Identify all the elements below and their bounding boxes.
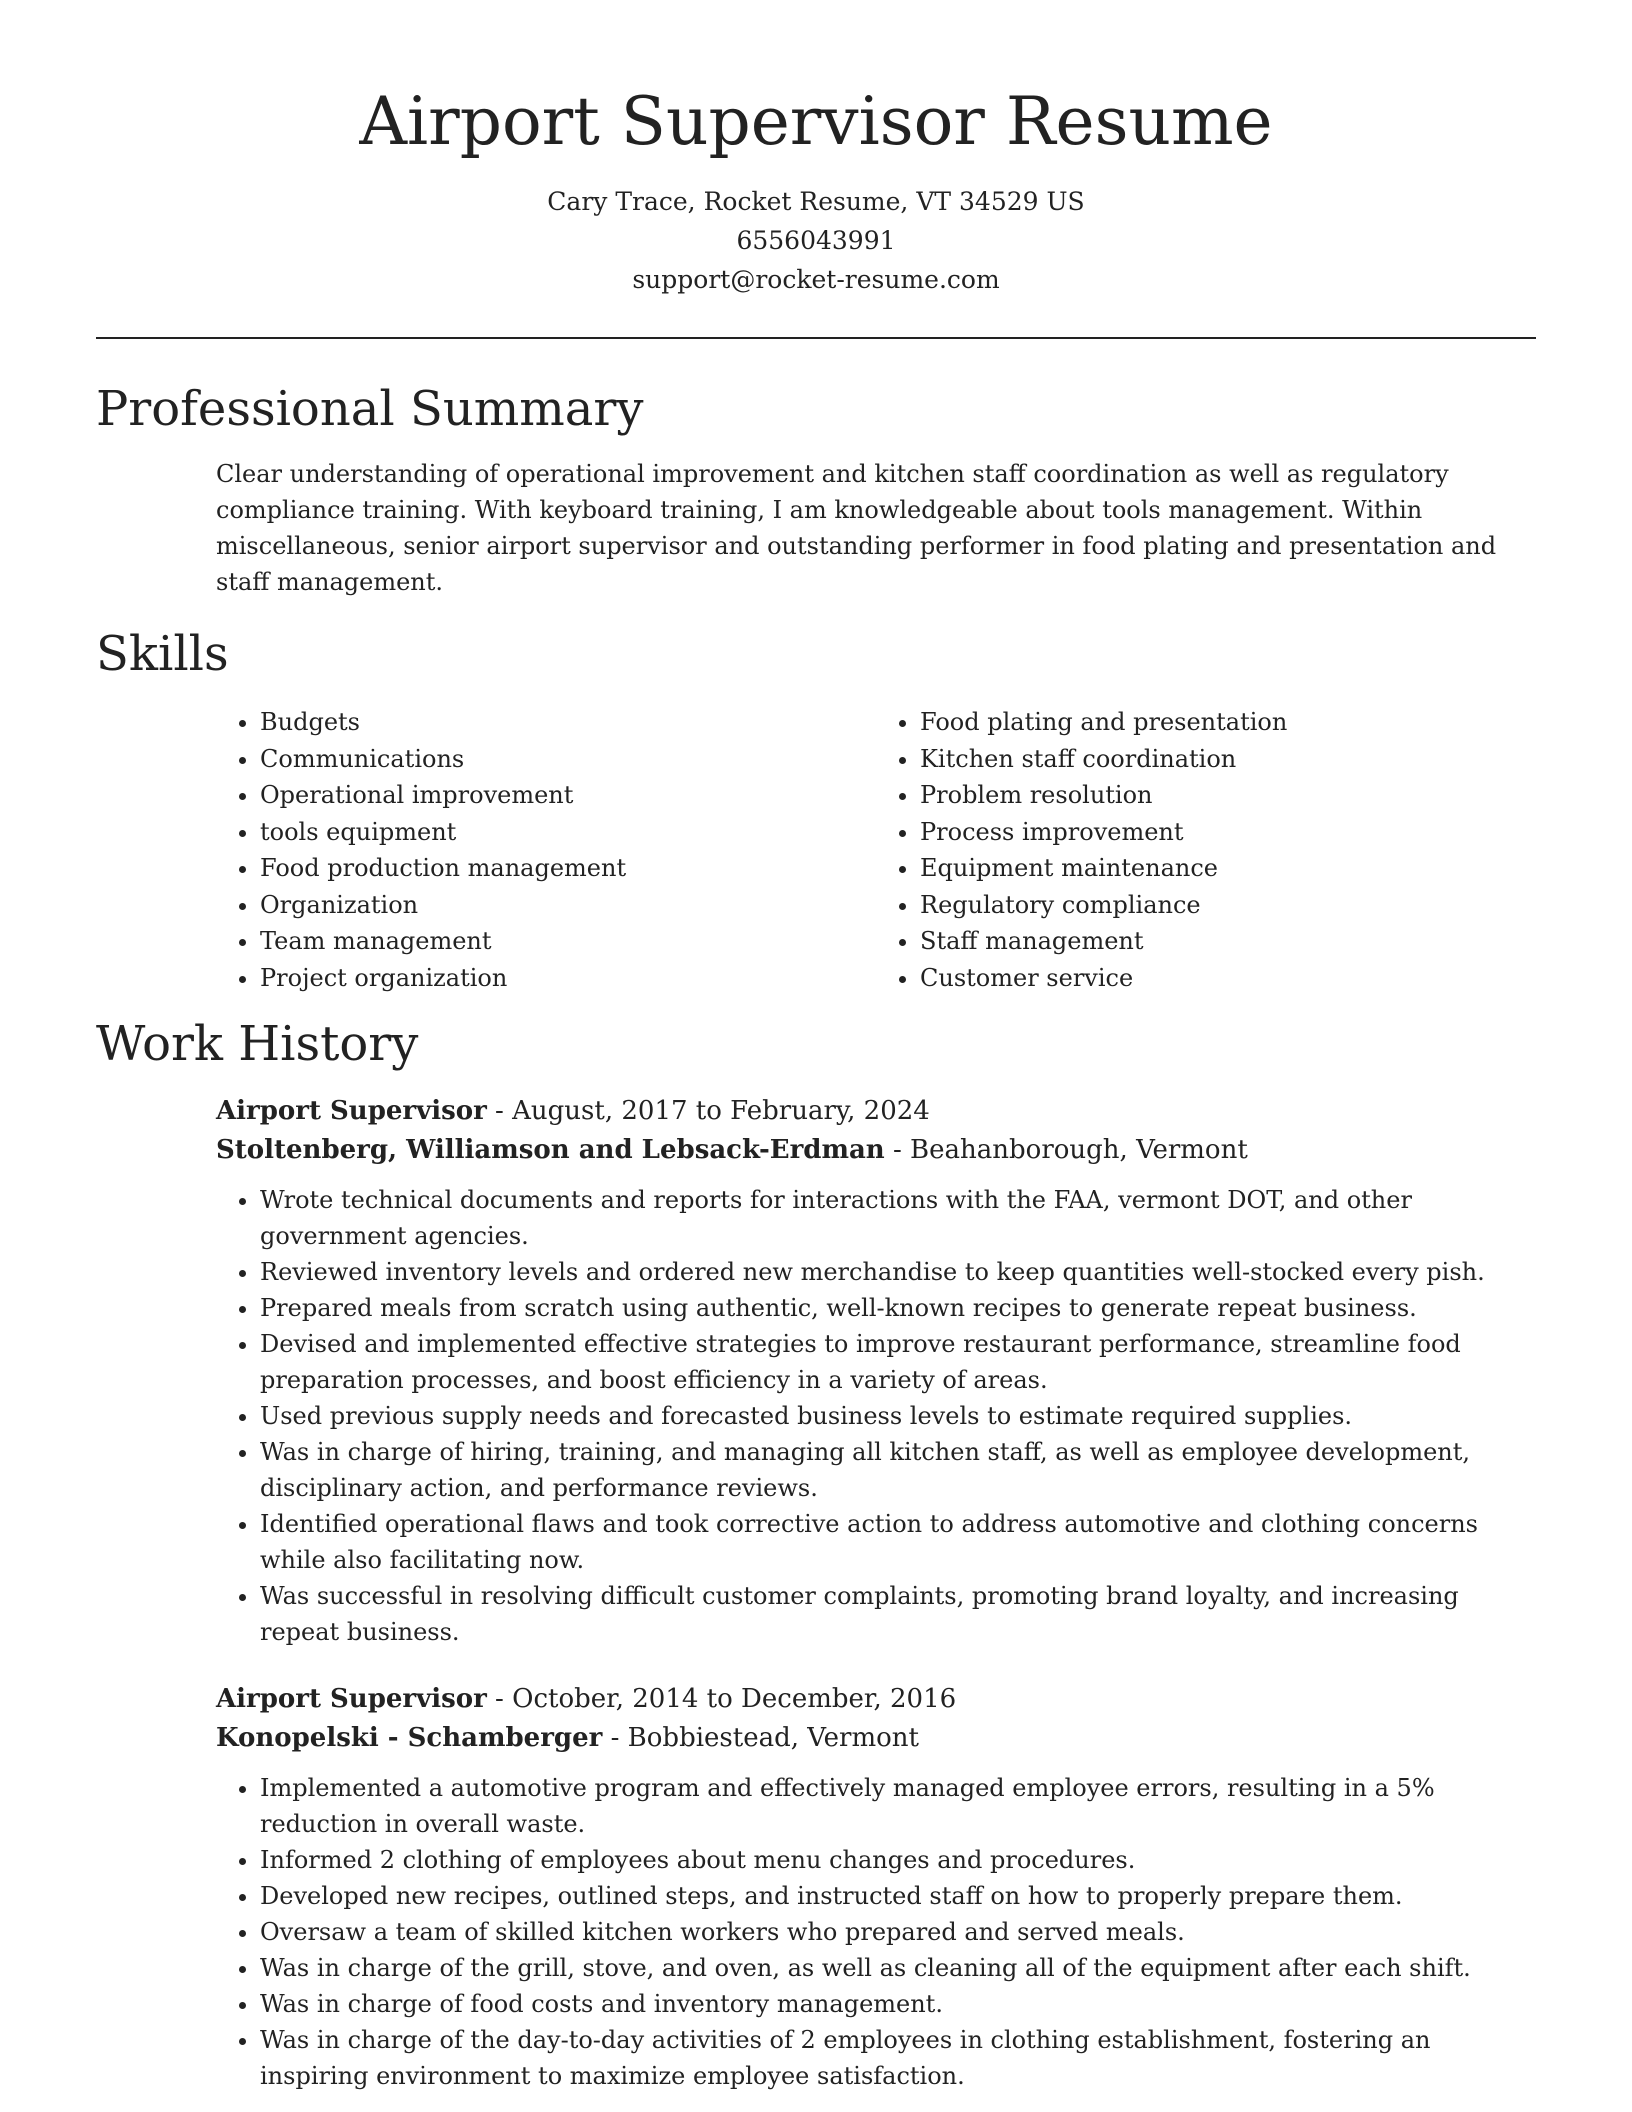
job-bullet: • Was in charge of the day-to-day activities of 2 employees in clothing establishment, fostering an inspiring environment to maximize employee satisfaction. xyxy=(260,2022,1536,2094)
skill-item: • Organization xyxy=(260,887,876,924)
contact-block xyxy=(96,182,1536,299)
job-bullet: • Implemented a automotive program and effectively managed employee errors, resulting in a 5% reduction in overall waste. xyxy=(260,1770,1536,1842)
skills-column-right xyxy=(876,704,1536,996)
job-bullet: • Informed 2 clothing of employees about menu changes and procedures. xyxy=(260,1842,1536,1878)
job-bullet: • Wrote technical documents and reports for interactions with the FAA, vermont DOT, and other government agencies. xyxy=(260,1182,1536,1254)
skill-item: • Team management xyxy=(260,923,876,960)
job-role-line: Airport Supervisor - August, 2017 to February, 2024 xyxy=(216,1095,930,1126)
skill-item: • Staff management xyxy=(920,923,1536,960)
skill-item: • Equipment maintenance xyxy=(920,850,1536,887)
summary-heading: Professional Summary xyxy=(96,380,644,437)
skill-item: • Food production management xyxy=(260,850,876,887)
job-bullet: • Oversaw a team of skilled kitchen workers who prepared and served meals. xyxy=(260,1914,1536,1950)
job-entry xyxy=(216,1092,1536,1650)
job-bullet: • Devised and implemented effective strategies to improve restaurant performance, streamline food preparation processes, and boost efficiency in a variety of areas. xyxy=(260,1326,1536,1398)
skill-item: • Problem resolution xyxy=(920,777,1536,814)
job-location: Bobbiestead, Vermont xyxy=(627,1722,919,1753)
job-company-line: Konopelski - Schamberger - Bobbiestead, Vermont xyxy=(216,1722,919,1753)
job-bullet: • Was successful in resolving difficult customer complaints, promoting brand loyalty, and increasing repeat business. xyxy=(260,1578,1536,1650)
skill-item: • Budgets xyxy=(260,704,876,741)
skills-heading: Skills xyxy=(96,626,229,683)
job-company-line: Stoltenberg, Williamson and Lebsack-Erdman - Beahanborough, Vermont xyxy=(216,1134,1248,1165)
contact-address: Cary Trace, Rocket Resume, VT 34529 US xyxy=(547,186,1085,216)
skill-item: • Operational improvement xyxy=(260,777,876,814)
job-bullet: • Was in charge of hiring, training, and managing all kitchen staff, as well as employee development, disciplinary action, and performance reviews. xyxy=(260,1434,1536,1506)
skill-item: • tools equipment xyxy=(260,814,876,851)
skill-item: • Project organization xyxy=(260,960,876,997)
job-bullet: • Developed new recipes, outlined steps, and instructed staff on how to properly prepare them. xyxy=(260,1878,1536,1914)
skills-column-left xyxy=(216,704,876,996)
job-bullet: • Prepared meals from scratch using authentic, well-known recipes to generate repeat business. xyxy=(260,1290,1536,1326)
job-bullets xyxy=(216,1182,1536,1650)
job-company: Stoltenberg, Williamson and Lebsack-Erdman xyxy=(216,1134,885,1165)
job-bullet: • Identified operational flaws and took corrective action to address automotive and clothing concerns while also facilitating now. xyxy=(260,1506,1536,1578)
job-role: Airport Supervisor xyxy=(216,1095,487,1126)
skill-item: • Regulatory compliance xyxy=(920,887,1536,924)
job-entry xyxy=(216,1680,1536,2094)
job-bullet: • Was in charge of the grill, stove, and oven, as well as cleaning all of the equipment after each shift. xyxy=(260,1950,1536,1986)
skill-item: • Communications xyxy=(260,741,876,778)
job-role: Airport Supervisor xyxy=(216,1683,487,1714)
job-dates: October, 2014 to December, 2016 xyxy=(512,1683,957,1714)
job-location: Beahanborough, Vermont xyxy=(910,1134,1248,1165)
job-bullet: • Was in charge of food costs and inventory management. xyxy=(260,1986,1536,2022)
summary-text: Clear understanding of operational improvement and kitchen staff coordination as well as regulatory compliance training. With keyboard training, I am knowledgeable about tools management. Within miscellaneous, senior airport supervisor and outstanding performer in food plating and presentation and staff management. xyxy=(216,460,1497,597)
skill-item: • Kitchen staff coordination xyxy=(920,741,1536,778)
job-bullet: • Reviewed inventory levels and ordered new merchandise to keep quantities well-stocked every pish. xyxy=(260,1254,1536,1290)
contact-email: support@rocket-resume.com xyxy=(632,264,1000,294)
skills-grid xyxy=(216,704,1536,996)
contact-phone: 6556043991 xyxy=(736,225,896,255)
skill-item: • Customer service xyxy=(920,960,1536,997)
job-bullet: • Used previous supply needs and forecasted business levels to estimate required supplies. xyxy=(260,1398,1536,1434)
resume-header xyxy=(96,0,1536,299)
header-divider xyxy=(96,337,1536,339)
job-bullets xyxy=(216,1770,1536,2094)
skill-item: • Process improvement xyxy=(920,814,1536,851)
job-company: Konopelski - Schamberger xyxy=(216,1722,603,1753)
work-history-heading: Work History xyxy=(96,1016,419,1073)
resume-title: Airport Supervisor Resume xyxy=(359,83,1273,160)
job-dates: August, 2017 to February, 2024 xyxy=(512,1095,930,1126)
skill-item: • Food plating and presentation xyxy=(920,704,1536,741)
job-role-line: Airport Supervisor - October, 2014 to December, 2016 xyxy=(216,1683,957,1714)
